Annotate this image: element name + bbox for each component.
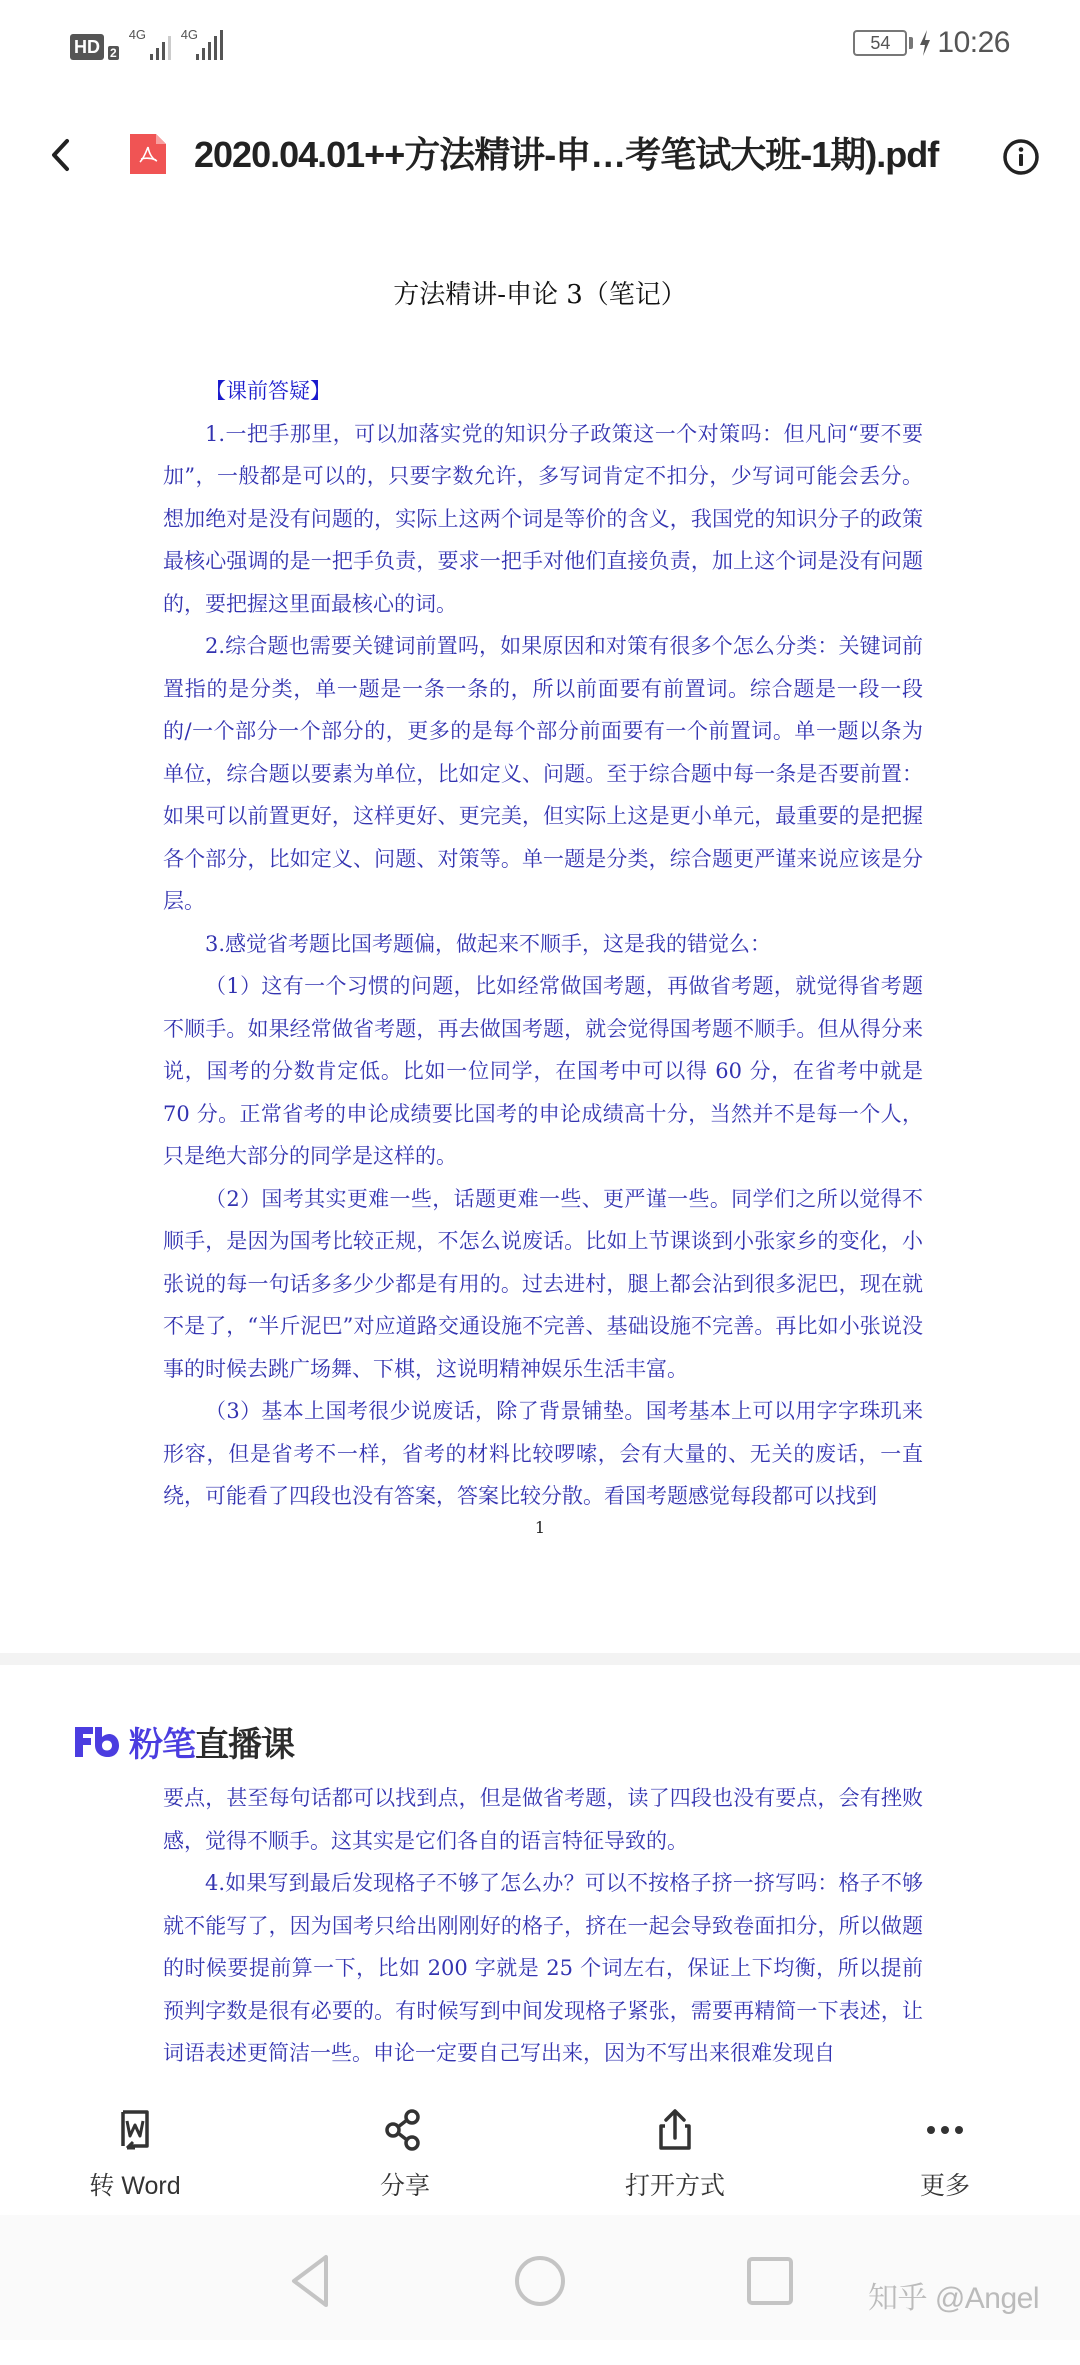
open-with-icon — [653, 2108, 697, 2152]
sim-number-badge: 2 — [110, 46, 117, 60]
page-number: 1 — [534, 1518, 546, 1537]
paragraph: 3.感觉省考题比国考题偏，做起来不顺手，这是我的错觉么： — [205, 931, 772, 956]
clock: 10:26 — [937, 26, 1010, 59]
paragraph: （3）基本上国考很少说废话，除了背景铺垫。国考基本上可以用字字珠玑来形容，但是省考不一样，省考的材料比较啰嗦，会有大量的、无关的废话，一直绕，可能看了四段也没有答案，答案比较分散。看国考题感觉每段都可以找到 — [163, 1399, 923, 1508]
more-button[interactable] — [810, 2080, 1080, 2215]
status-bar — [0, 0, 1080, 90]
pdf-icon — [130, 134, 166, 174]
action-label: 分享 — [379, 2172, 430, 2200]
hd-voice-icon: HD — [70, 34, 104, 60]
share-button[interactable] — [270, 2080, 540, 2215]
share-icon — [383, 2108, 427, 2152]
section-heading: 【课前答疑】 — [205, 379, 331, 403]
file-name-title: 2020.04.01++方法精讲-申…考笔试大班-1期).pdf — [194, 134, 939, 175]
more-dots-icon — [923, 2108, 967, 2152]
convert-to-word-button[interactable] — [0, 2080, 270, 2215]
title-bar — [0, 90, 1080, 220]
paragraph: （1）这有一个习惯的问题，比如经常做国考题，再做省考题，就觉得省考题不顺手。如果经常做省考题，再去做国考题，就会觉得国考题不顺手。但从得分来说，国考的分数肯定低。比如一位同学，在国考中可以得 60 分，在省考中就是 70 分。正常省考的申论成绩要比国考的申论成绩高十分，当然并不是每一个人，只是绝大部分的同学是这样的。 — [163, 974, 923, 1168]
page-1-body — [163, 370, 923, 1518]
pdf-page-1 — [0, 160, 1080, 1653]
nav-home-icon[interactable] — [510, 2251, 570, 2311]
brand-name-accent: 粉笔 — [129, 1726, 195, 1764]
action-label: 打开方式 — [624, 2172, 725, 2200]
paragraph: 4.如果写到最后发现格子不够了怎么办？可以不按格子挤一挤写吗：格子不够就不能写了，因为国考只给出刚刚好的格子，挤在一起会导致卷面扣分，所以做题的时候要提前算一下，比如 200 字就是 25 个词左右，保证上下均衡，所以提前预判字数是很有必要的。有时候写到中间发现格子紧张，需要再精简一下表述，让词语表述更简洁一些。申论一定要自己写出来，因为不写出来很难发现自 — [163, 1871, 923, 2065]
brand-name-rest: 直播课 — [195, 1726, 294, 1764]
battery-icon: 54 — [853, 30, 907, 56]
signal-strength-icon-2: 4G — [181, 28, 223, 60]
nav-back-icon[interactable] — [280, 2251, 340, 2311]
watermark: 知乎 @Angel — [868, 2282, 1040, 2315]
paragraph: 1.一把手那里，可以加落实党的知识分子政策这一个对策吗：但凡问“要不要加”，一般都是可以的，只要字数允许，多写词肯定不扣分，少写词可能会丢分。想加绝对是没有问题的，实际上这两个词是等价的含义，我国党的知识分子的政策最核心强调的是一把手负责，要求一把手对他们直接负责，加上这个词是没有问题的，要把握这里面最核心的词。 — [163, 421, 923, 616]
status-indicators — [70, 28, 223, 60]
document-title: 方法精讲-申论 3（笔记） — [393, 280, 687, 310]
nav-recents-icon[interactable] — [740, 2251, 800, 2311]
fenbi-logo-mark-icon — [75, 1727, 119, 1757]
paragraph: 2.综合题也需要关键词前置吗，如果原因和对策有很多个怎么分类：关键词前置指的是分类，单一题是一条一条的，所以前面要有前置词。综合题是一段一段的/一个部分一个部分的，更多的是每个部分前面要有一个前置词。单一题以条为单位，综合题以要素为单位，比如定义、问题。至于综合题中每一条是否要前置：如果可以前置更好，这样更好、更完美，但实际上这是更小单元，最重要的是把握各个部分，比如定义、问题、对策等。单一题是分类，综合题更严谨来说应该是分层。 — [163, 634, 923, 913]
page-separator — [0, 1653, 1080, 1665]
action-label: 更多 — [919, 2172, 970, 2200]
open-with-button[interactable] — [540, 2080, 810, 2215]
info-circle-icon[interactable] — [1002, 138, 1040, 176]
paragraph: 要点，甚至每句话都可以找到点，但是做省考题，读了四段也没有要点，会有挫败感，觉得不顺手。这其实是它们各自的语言特征导致的。 — [163, 1786, 923, 1853]
status-right — [853, 26, 1010, 60]
brand-logo — [75, 1717, 294, 1766]
battery-tip — [909, 37, 913, 49]
word-convert-icon — [113, 2108, 157, 2152]
bottom-action-bar — [0, 2080, 1080, 2215]
chevron-left-icon — [50, 138, 70, 172]
page-2-body — [163, 1777, 923, 2075]
back-button[interactable] — [40, 132, 80, 178]
action-label: 转 Word — [89, 2172, 181, 2200]
signal-strength-icon-1: 4G — [129, 28, 171, 60]
pdf-viewer[interactable] — [0, 220, 1080, 2080]
system-nav-bar — [0, 2215, 1080, 2340]
charging-bolt-icon — [919, 30, 931, 56]
paragraph: （2）国考其实更难一些，话题更难一些、更严谨一些。同学们之所以觉得不顺手，是因为国考比较正规，不怎么说废话。比如上节课谈到小张家乡的变化，小张说的每一句话多多少少都是有用的。过去进村，腿上都会沾到很多泥巴，现在就不是了，“半斤泥巴”对应道路交通设施不完善、基础设施不完善。再比如小张说没事的时候去跳广场舞、下棋，这说明精神娱乐生活丰富。 — [163, 1186, 923, 1381]
